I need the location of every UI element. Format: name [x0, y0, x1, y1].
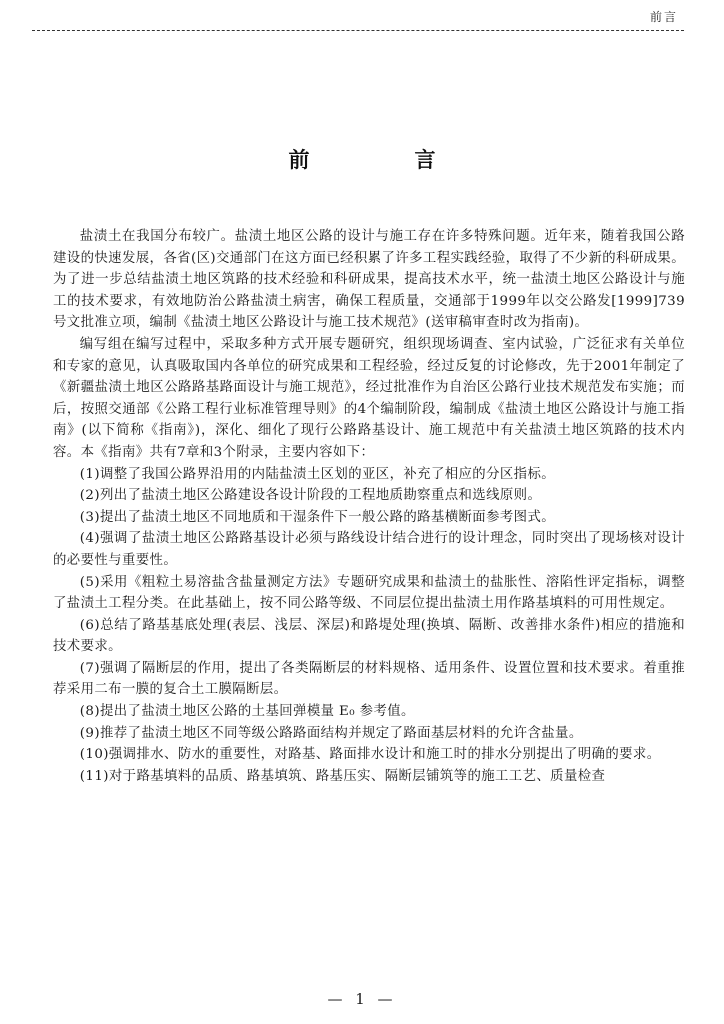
list-item: (5)采用《粗粒土易溶盐含盐量测定方法》专题研究成果和盐渍土的盐胀性、溶陷性评定指标，调整了盐渍土工程分类。在此基础上，按不同公路等级、不同层位提出盐渍土用作路基填料的可用性规定。	[53, 574, 685, 612]
header-divider	[32, 30, 684, 31]
list-item: (6)总结了路基基底处理(表层、浅层、深层)和路堤处理(换填、隔断、改善排水条件)相应的措施和技术要求。	[53, 617, 685, 655]
running-header-title: 前言	[649, 10, 678, 24]
body-text	[53, 226, 685, 787]
list-item: (8)提出了盐渍土地区公路的土基回弹模量 E₀ 参考值。	[79, 704, 415, 720]
list-item: (10)强调排水、防水的重要性，对路基、路面排水设计和施工时的排水分别提出了明确的要求。	[79, 747, 661, 763]
list-item: (4)强调了盐渍土地区公路路基设计必须与路线设计结合进行的设计理念，同时突出了现场核对设计的必要性与重要性。	[53, 531, 685, 568]
page-number: — 1 —	[327, 990, 397, 1008]
page-title: 前 言	[288, 148, 478, 172]
list-item: (7)强调了隔断层的作用，提出了各类隔断层的材料规格、适用条件、设置位置和技术要求。着重推荐采用二布一膜的复合土工膜隔断层。	[53, 660, 685, 698]
paragraph: 编写组在编写过程中，采取多种方式开展专题研究，组织现场调查、室内试验，广泛征求有关单位和专家的意见，认真吸取国内各单位的研究成果和工程经验，经过反复的讨论修改，先于2001年制定了《新疆盐渍土地区公路路基路面设计与施工规范》，经过批准作为自治区公路行业技术规范发布实施；而后，按照交通部《公路工程行业标准管理导则》的4个编制阶段，编制成《盐渍土地区公路设计与施工指南》(以下简称《指南》)，深化、细化了现行公路路基设计、施工规范中有关盐渍土地区筑路的技术内容。本《指南》共有7章和3个附录，主要内容如下：	[53, 336, 685, 460]
paragraph: 盐渍土在我国分布较广。盐渍土地区公路的设计与施工存在许多特殊问题。近年来，随着我国公路建设的快速发展，各省(区)交通部门在这方面已经积累了许多工程实践经验，取得了不少新的科研成果。为了进一步总结盐渍土地区筑路的技术经验和科研成果，提高技术水平，统一盐渍土地区公路设计与施工的技术要求，有效地防治公路盐渍土病害，确保工程质量，交通部于1999年以交公路发[1999]739号文批准立项，编制《盐渍土地区公路设计与施工技术规范》(送审稿审查时改为指南)。	[53, 229, 685, 331]
list-item: (2)列出了盐渍土地区公路建设各设计阶段的工程地质勘察重点和选线原则。	[79, 488, 542, 504]
list-item: (9)推荐了盐渍土地区不同等级公路路面结构并规定了路面基层材料的允许含盐量。	[79, 725, 583, 741]
list-item: (3)提出了盐渍土地区不同地质和干湿条件下一般公路的路基横断面参考图式。	[79, 509, 556, 525]
list-item: (11)对于路基填料的品质、路基填筑、路基压实、隔断层铺筑等的施工工艺、质量检查	[79, 768, 606, 784]
list-item: (1)调整了我国公路界沿用的内陆盐渍土区划的亚区，补充了相应的分区指标。	[79, 466, 556, 482]
